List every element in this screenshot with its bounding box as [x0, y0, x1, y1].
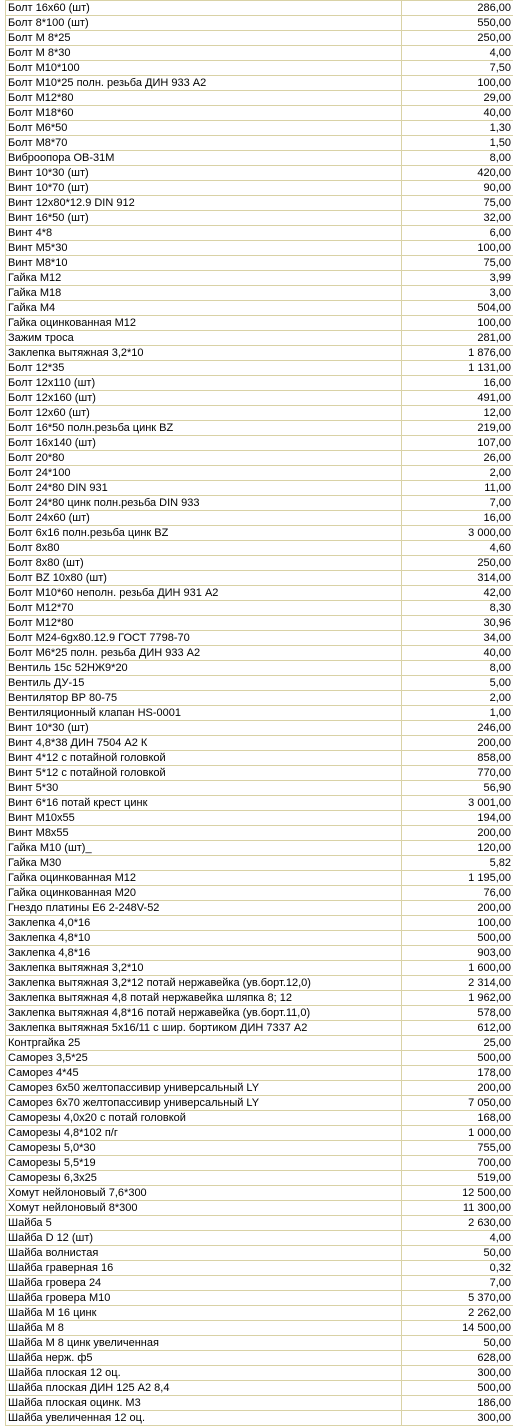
item-quantity-cell[interactable]: 200,00 — [402, 736, 513, 751]
table-row — [6, 1276, 513, 1291]
item-quantity-cell[interactable]: 8,00 — [402, 151, 513, 166]
item-name-cell[interactable]: Контргайка 25 — [6, 1036, 402, 1051]
item-name-cell[interactable]: Болт М10*100 — [6, 61, 402, 76]
item-name-cell[interactable]: Болт М24-6gх80.12.9 ГОСТ 7798-70 — [6, 631, 402, 646]
item-name-cell[interactable]: Шайба гровера М10 — [6, 1291, 402, 1306]
item-quantity-cell[interactable]: 500,00 — [402, 1051, 513, 1066]
table-row — [6, 421, 513, 436]
item-quantity-cell[interactable]: 1,50 — [402, 136, 513, 151]
item-quantity-cell[interactable]: 4,60 — [402, 541, 513, 556]
item-quantity-cell[interactable]: 50,00 — [402, 1336, 513, 1351]
table-row — [6, 181, 513, 196]
table-row — [6, 931, 513, 946]
item-quantity-cell[interactable]: 286,00 — [402, 1, 513, 16]
item-quantity-cell[interactable]: 1 131,00 — [402, 361, 513, 376]
table-row — [6, 841, 513, 856]
table-row — [6, 1036, 513, 1051]
item-name-cell[interactable]: Болт М 8*30 — [6, 46, 402, 61]
item-quantity-cell[interactable]: 8,30 — [402, 601, 513, 616]
item-name-cell[interactable]: Гайка М30 — [6, 856, 402, 871]
item-name-cell[interactable]: Винт 5*30 — [6, 781, 402, 796]
item-name-cell[interactable]: Болт 12х110 (шт) — [6, 376, 402, 391]
table-row — [6, 856, 513, 871]
item-quantity-cell[interactable]: 770,00 — [402, 766, 513, 781]
item-quantity-cell[interactable]: 700,00 — [402, 1156, 513, 1171]
item-name-cell[interactable]: Болт 12х60 (шт) — [6, 406, 402, 421]
item-name-cell[interactable]: Винт 10*30 (шт) — [6, 721, 402, 736]
item-name-cell[interactable]: Заклепка вытяжная 3,2*10 — [6, 961, 402, 976]
item-name-cell[interactable]: Болт 24*80 цинк полн.резьба DIN 933 — [6, 496, 402, 511]
table-row — [6, 1156, 513, 1171]
item-name-cell[interactable]: Вентиляционный клапан HS-0001 — [6, 706, 402, 721]
item-name-cell[interactable]: Болт М10*25 полн. резьба ДИН 933 А2 — [6, 76, 402, 91]
table-row — [6, 991, 513, 1006]
table-row — [6, 166, 513, 181]
item-quantity-cell[interactable]: 194,00 — [402, 811, 513, 826]
item-quantity-cell[interactable]: 40,00 — [402, 106, 513, 121]
item-name-cell[interactable]: Гайка оцинкованная М20 — [6, 886, 402, 901]
item-name-cell[interactable]: Вентилятор ВР 80-75 — [6, 691, 402, 706]
table-row — [6, 1381, 513, 1396]
table-row — [6, 61, 513, 76]
item-name-cell[interactable]: Гайка М4 — [6, 301, 402, 316]
table-row — [6, 961, 513, 976]
item-quantity-cell[interactable]: 519,00 — [402, 1171, 513, 1186]
item-quantity-cell[interactable]: 14 500,00 — [402, 1321, 513, 1336]
item-quantity-cell[interactable]: 50,00 — [402, 1246, 513, 1261]
item-name-cell[interactable]: Вентиль ДУ-15 — [6, 676, 402, 691]
table-row — [6, 391, 513, 406]
item-quantity-cell[interactable]: 7 050,00 — [402, 1096, 513, 1111]
item-name-cell[interactable]: Винт М8*10 — [6, 256, 402, 271]
item-name-cell[interactable]: Болт М8*70 — [6, 136, 402, 151]
table-row — [6, 511, 513, 526]
item-quantity-cell[interactable]: 628,00 — [402, 1351, 513, 1366]
table-row — [6, 1051, 513, 1066]
item-quantity-cell[interactable]: 200,00 — [402, 901, 513, 916]
item-quantity-cell[interactable]: 250,00 — [402, 556, 513, 571]
item-name-cell[interactable]: Шайба плоская ДИН 125 А2 8,4 — [6, 1381, 402, 1396]
table-row — [6, 646, 513, 661]
item-name-cell[interactable]: Гайка оцинкованная М12 — [6, 316, 402, 331]
item-quantity-cell[interactable]: 76,00 — [402, 886, 513, 901]
item-quantity-cell[interactable]: 1 000,00 — [402, 1126, 513, 1141]
table-row — [6, 1201, 513, 1216]
item-name-cell[interactable]: Винт М5*30 — [6, 241, 402, 256]
item-name-cell[interactable]: Винт 12х80*12.9 DIN 912 — [6, 196, 402, 211]
table-row — [6, 301, 513, 316]
item-quantity-cell[interactable]: 250,00 — [402, 31, 513, 46]
item-name-cell[interactable]: Винт М10х55 — [6, 811, 402, 826]
table-row — [6, 196, 513, 211]
item-quantity-cell[interactable]: 491,00 — [402, 391, 513, 406]
item-quantity-cell[interactable]: 12,00 — [402, 406, 513, 421]
item-quantity-cell[interactable]: 42,00 — [402, 586, 513, 601]
item-name-cell[interactable]: Винт 4*12 с потайной головкой — [6, 751, 402, 766]
item-name-cell[interactable]: Болт 6х16 полн.резьба цинк BZ — [6, 526, 402, 541]
item-name-cell[interactable]: Гайка М18 — [6, 286, 402, 301]
item-quantity-cell[interactable]: 504,00 — [402, 301, 513, 316]
table-row — [6, 676, 513, 691]
item-quantity-cell[interactable]: 4,00 — [402, 46, 513, 61]
item-quantity-cell[interactable]: 100,00 — [402, 76, 513, 91]
item-name-cell[interactable]: Вентиль 15с 52НЖ9*20 — [6, 661, 402, 676]
item-name-cell[interactable]: Гнездо платины Е6 2-248V-52 — [6, 901, 402, 916]
item-name-cell[interactable]: Саморезы 6,3х25 — [6, 1171, 402, 1186]
item-quantity-cell[interactable]: 1 195,00 — [402, 871, 513, 886]
item-name-cell[interactable]: Саморез 3,5*25 — [6, 1051, 402, 1066]
table-row — [6, 1366, 513, 1381]
item-quantity-cell[interactable]: 2 262,00 — [402, 1306, 513, 1321]
table-row — [6, 1306, 513, 1321]
item-quantity-cell[interactable]: 1,00 — [402, 706, 513, 721]
item-quantity-cell[interactable]: 107,00 — [402, 436, 513, 451]
item-quantity-cell[interactable]: 500,00 — [402, 1381, 513, 1396]
table-row — [6, 241, 513, 256]
table-row — [6, 1216, 513, 1231]
table-row — [6, 406, 513, 421]
table-row — [6, 691, 513, 706]
item-name-cell[interactable]: Шайба плоская 12 оц. — [6, 1366, 402, 1381]
item-name-cell[interactable]: Болт М18*60 — [6, 106, 402, 121]
table-row — [6, 331, 513, 346]
table-row — [6, 541, 513, 556]
item-quantity-cell[interactable]: 16,00 — [402, 376, 513, 391]
item-quantity-cell[interactable]: 200,00 — [402, 826, 513, 841]
item-name-cell[interactable]: Гайка оцинкованная М12 — [6, 871, 402, 886]
item-quantity-cell[interactable]: 30,96 — [402, 616, 513, 631]
item-quantity-cell[interactable]: 219,00 — [402, 421, 513, 436]
table-row — [6, 1186, 513, 1201]
item-quantity-cell[interactable]: 90,00 — [402, 181, 513, 196]
item-name-cell[interactable]: Болт М12*80 — [6, 616, 402, 631]
table-row — [6, 451, 513, 466]
item-name-cell[interactable]: Шайба D 12 (шт) — [6, 1231, 402, 1246]
item-name-cell[interactable]: Болт 16*50 полн.резьба цинк BZ — [6, 421, 402, 436]
table-row — [6, 631, 513, 646]
item-quantity-cell[interactable]: 100,00 — [402, 316, 513, 331]
item-name-cell[interactable]: Винт 6*16 потай крест цинк — [6, 796, 402, 811]
table-row — [6, 796, 513, 811]
table-row — [6, 136, 513, 151]
item-name-cell[interactable]: Заклепка 4,8*10 — [6, 931, 402, 946]
table-row — [6, 16, 513, 31]
item-quantity-cell[interactable]: 26,00 — [402, 451, 513, 466]
table-row — [6, 1246, 513, 1261]
table-row — [6, 871, 513, 886]
table-row — [6, 1291, 513, 1306]
item-name-cell[interactable]: Саморез 6х50 желтопассивир универсальный LY — [6, 1081, 402, 1096]
item-name-cell[interactable]: Заклепка вытяжная 3,2*12 потай нержавейка (ув.борт.12,0) — [6, 976, 402, 991]
table-row — [6, 1066, 513, 1081]
item-quantity-cell[interactable]: 3,00 — [402, 286, 513, 301]
item-name-cell[interactable]: Винт 16*50 (шт) — [6, 211, 402, 226]
item-quantity-cell[interactable]: 2,00 — [402, 466, 513, 481]
item-quantity-cell[interactable]: 903,00 — [402, 946, 513, 961]
item-quantity-cell[interactable]: 5,00 — [402, 676, 513, 691]
table-row — [6, 1231, 513, 1246]
item-quantity-cell[interactable]: 1 876,00 — [402, 346, 513, 361]
item-name-cell[interactable]: Шайба гровера 24 — [6, 1276, 402, 1291]
table-row — [6, 1336, 513, 1351]
item-name-cell[interactable]: Болт 24*100 — [6, 466, 402, 481]
item-name-cell[interactable]: Гайка М12 — [6, 271, 402, 286]
table-row — [6, 736, 513, 751]
table-row — [6, 1321, 513, 1336]
item-name-cell[interactable]: Заклепка вытяжная 3,2*10 — [6, 346, 402, 361]
item-quantity-cell[interactable]: 100,00 — [402, 916, 513, 931]
table-row — [6, 346, 513, 361]
item-quantity-cell[interactable]: 32,00 — [402, 211, 513, 226]
item-quantity-cell[interactable]: 8,00 — [402, 661, 513, 676]
item-name-cell[interactable]: Саморезы 4,0х20 с потай головкой — [6, 1111, 402, 1126]
item-quantity-cell[interactable]: 755,00 — [402, 1141, 513, 1156]
item-name-cell[interactable]: Заклепка 4,0*16 — [6, 916, 402, 931]
item-name-cell[interactable]: Винт М8х55 — [6, 826, 402, 841]
item-name-cell[interactable]: Болт 16х60 (шт) — [6, 1, 402, 16]
item-quantity-cell[interactable]: 500,00 — [402, 931, 513, 946]
item-quantity-cell[interactable]: 281,00 — [402, 331, 513, 346]
item-quantity-cell[interactable]: 0,32 — [402, 1261, 513, 1276]
item-quantity-cell[interactable]: 5,82 — [402, 856, 513, 871]
table-row — [6, 316, 513, 331]
item-name-cell[interactable]: Болт 12*35 — [6, 361, 402, 376]
item-name-cell[interactable]: Хомут нейлоновый 7,6*300 — [6, 1186, 402, 1201]
item-quantity-cell[interactable]: 4,00 — [402, 1231, 513, 1246]
item-name-cell[interactable]: Заклепка вытяжная 4,8 потай нержавейка шляпка 8; 12 — [6, 991, 402, 1006]
table-row — [6, 601, 513, 616]
item-quantity-cell[interactable]: 300,00 — [402, 1411, 513, 1426]
item-name-cell[interactable]: Саморезы 5,0*30 — [6, 1141, 402, 1156]
item-name-cell[interactable]: Болт 20*80 — [6, 451, 402, 466]
item-name-cell[interactable]: Болт 24х60 (шт) — [6, 511, 402, 526]
item-quantity-cell[interactable]: 25,00 — [402, 1036, 513, 1051]
item-quantity-cell[interactable]: 16,00 — [402, 511, 513, 526]
item-name-cell[interactable]: Болт 8х80 — [6, 541, 402, 556]
item-name-cell[interactable]: Болт М12*70 — [6, 601, 402, 616]
item-name-cell[interactable]: Заклепка вытяжная 5х16/11 с шир. бортиком ДИН 7337 А2 — [6, 1021, 402, 1036]
table-row — [6, 1021, 513, 1036]
table-row — [6, 751, 513, 766]
item-quantity-cell[interactable]: 420,00 — [402, 166, 513, 181]
item-quantity-cell[interactable]: 2 314,00 — [402, 976, 513, 991]
table-row — [6, 556, 513, 571]
item-quantity-cell[interactable]: 7,00 — [402, 496, 513, 511]
table-row — [6, 526, 513, 541]
item-quantity-cell[interactable]: 75,00 — [402, 256, 513, 271]
item-quantity-cell[interactable]: 1 600,00 — [402, 961, 513, 976]
item-quantity-cell[interactable]: 29,00 — [402, 91, 513, 106]
item-quantity-cell[interactable]: 178,00 — [402, 1066, 513, 1081]
item-quantity-cell[interactable]: 550,00 — [402, 16, 513, 31]
item-quantity-cell[interactable]: 11,00 — [402, 481, 513, 496]
table-row — [6, 286, 513, 301]
item-name-cell[interactable]: Винт 5*12 с потайной головкой — [6, 766, 402, 781]
table-row — [6, 481, 513, 496]
item-name-cell[interactable]: Хомут нейлоновый 8*300 — [6, 1201, 402, 1216]
table-row — [6, 121, 513, 136]
item-quantity-cell[interactable]: 7,00 — [402, 1276, 513, 1291]
table-row — [6, 766, 513, 781]
item-name-cell[interactable]: Шайба плоская оцинк. М3 — [6, 1396, 402, 1411]
table-row — [6, 976, 513, 991]
item-quantity-cell[interactable]: 2,00 — [402, 691, 513, 706]
table-row — [6, 586, 513, 601]
item-quantity-cell[interactable]: 3 001,00 — [402, 796, 513, 811]
item-name-cell[interactable]: Шайба 5 — [6, 1216, 402, 1231]
table-row — [6, 46, 513, 61]
table-row — [6, 31, 513, 46]
item-name-cell[interactable]: Саморез 4*45 — [6, 1066, 402, 1081]
item-name-cell[interactable]: Болт М6*50 — [6, 121, 402, 136]
item-name-cell[interactable]: Заклепка вытяжная 4,8*16 потай нержавейка (ув.борт.11,0) — [6, 1006, 402, 1021]
item-name-cell[interactable]: Винт 4,8*38 ДИН 7504 А2 К — [6, 736, 402, 751]
item-quantity-cell[interactable]: 858,00 — [402, 751, 513, 766]
item-name-cell[interactable]: Винт 10*30 (шт) — [6, 166, 402, 181]
item-name-cell[interactable]: Болт 24*80 DIN 931 — [6, 481, 402, 496]
item-name-cell[interactable]: Шайба граверная 16 — [6, 1261, 402, 1276]
item-quantity-cell[interactable]: 300,00 — [402, 1366, 513, 1381]
item-quantity-cell[interactable]: 12 500,00 — [402, 1186, 513, 1201]
table-row — [6, 661, 513, 676]
item-name-cell[interactable]: Винт 4*8 — [6, 226, 402, 241]
item-quantity-cell[interactable]: 186,00 — [402, 1396, 513, 1411]
item-quantity-cell[interactable]: 6,00 — [402, 226, 513, 241]
item-name-cell[interactable]: Болт М12*80 — [6, 91, 402, 106]
table-row — [6, 886, 513, 901]
table-row — [6, 901, 513, 916]
item-quantity-cell[interactable]: 168,00 — [402, 1111, 513, 1126]
table-row — [6, 826, 513, 841]
inventory-table-body — [6, 1, 513, 1426]
item-name-cell[interactable]: Болт BZ 10х80 (шт) — [6, 571, 402, 586]
item-name-cell[interactable]: Саморез 6х70 желтопассивир универсальный LY — [6, 1096, 402, 1111]
table-row — [6, 76, 513, 91]
table-row — [6, 1396, 513, 1411]
item-quantity-cell[interactable]: 578,00 — [402, 1006, 513, 1021]
item-quantity-cell[interactable]: 314,00 — [402, 571, 513, 586]
table-row — [6, 916, 513, 931]
item-quantity-cell[interactable]: 1 962,00 — [402, 991, 513, 1006]
item-name-cell[interactable]: Виброопора ОВ-31М — [6, 151, 402, 166]
table-row — [6, 616, 513, 631]
table-row — [6, 106, 513, 121]
table-row — [6, 1006, 513, 1021]
item-name-cell[interactable]: Шайба увеличенная 12 оц. — [6, 1411, 402, 1426]
table-row — [6, 1111, 513, 1126]
item-quantity-cell[interactable]: 3,99 — [402, 271, 513, 286]
table-row — [6, 226, 513, 241]
table-row — [6, 256, 513, 271]
table-row — [6, 1261, 513, 1276]
item-name-cell[interactable]: Саморезы 4,8*102 п/г — [6, 1126, 402, 1141]
table-row — [6, 811, 513, 826]
table-row — [6, 1, 513, 16]
table-row — [6, 721, 513, 736]
table-row — [6, 496, 513, 511]
item-name-cell[interactable]: Болт М6*25 полн. резьба ДИН 933 А2 — [6, 646, 402, 661]
item-quantity-cell[interactable]: 11 300,00 — [402, 1201, 513, 1216]
item-name-cell[interactable]: Винт 10*70 (шт) — [6, 181, 402, 196]
item-quantity-cell[interactable]: 612,00 — [402, 1021, 513, 1036]
item-name-cell[interactable]: Саморезы 5,5*19 — [6, 1156, 402, 1171]
table-row — [6, 571, 513, 586]
item-quantity-cell[interactable]: 120,00 — [402, 841, 513, 856]
item-name-cell[interactable]: Болт 16х140 (шт) — [6, 436, 402, 451]
item-quantity-cell[interactable]: 200,00 — [402, 1081, 513, 1096]
table-row — [6, 376, 513, 391]
table-row — [6, 91, 513, 106]
item-quantity-cell[interactable]: 40,00 — [402, 646, 513, 661]
item-quantity-cell[interactable]: 7,50 — [402, 61, 513, 76]
table-row — [6, 781, 513, 796]
item-quantity-cell[interactable]: 246,00 — [402, 721, 513, 736]
table-row — [6, 1171, 513, 1186]
table-row — [6, 271, 513, 286]
item-quantity-cell[interactable]: 56,90 — [402, 781, 513, 796]
table-row — [6, 466, 513, 481]
item-quantity-cell[interactable]: 1,30 — [402, 121, 513, 136]
item-quantity-cell[interactable]: 75,00 — [402, 196, 513, 211]
table-row — [6, 1141, 513, 1156]
table-row — [6, 946, 513, 961]
item-name-cell[interactable]: Болт М 8*25 — [6, 31, 402, 46]
item-name-cell[interactable]: Шайба волнистая — [6, 1246, 402, 1261]
inventory-table — [5, 0, 513, 1426]
item-quantity-cell[interactable]: 34,00 — [402, 631, 513, 646]
item-name-cell[interactable]: Зажим троса — [6, 331, 402, 346]
item-quantity-cell[interactable]: 100,00 — [402, 241, 513, 256]
table-row — [6, 1126, 513, 1141]
table-row — [6, 436, 513, 451]
item-quantity-cell[interactable]: 5 370,00 — [402, 1291, 513, 1306]
item-name-cell[interactable]: Шайба М 8 цинк увеличенная — [6, 1336, 402, 1351]
table-row — [6, 1081, 513, 1096]
item-name-cell[interactable]: Шайба М 8 — [6, 1321, 402, 1336]
item-name-cell[interactable]: Шайба М 16 цинк — [6, 1306, 402, 1321]
item-quantity-cell[interactable]: 3 000,00 — [402, 526, 513, 541]
item-name-cell[interactable]: Гайка М10 (шт)_ — [6, 841, 402, 856]
item-name-cell[interactable]: Болт 12х160 (шт) — [6, 391, 402, 406]
item-name-cell[interactable]: Шайба нерж. ф5 — [6, 1351, 402, 1366]
table-row — [6, 1096, 513, 1111]
item-name-cell[interactable]: Болт М10*60 неполн. резьба ДИН 931 А2 — [6, 586, 402, 601]
item-name-cell[interactable]: Заклепка 4,8*16 — [6, 946, 402, 961]
table-row — [6, 706, 513, 721]
table-row — [6, 1351, 513, 1366]
item-name-cell[interactable]: Болт 8х80 (шт) — [6, 556, 402, 571]
item-name-cell[interactable]: Болт 8*100 (шт) — [6, 16, 402, 31]
table-row — [6, 211, 513, 226]
table-row — [6, 361, 513, 376]
item-quantity-cell[interactable]: 2 630,00 — [402, 1216, 513, 1231]
table-row — [6, 1411, 513, 1426]
table-row — [6, 151, 513, 166]
